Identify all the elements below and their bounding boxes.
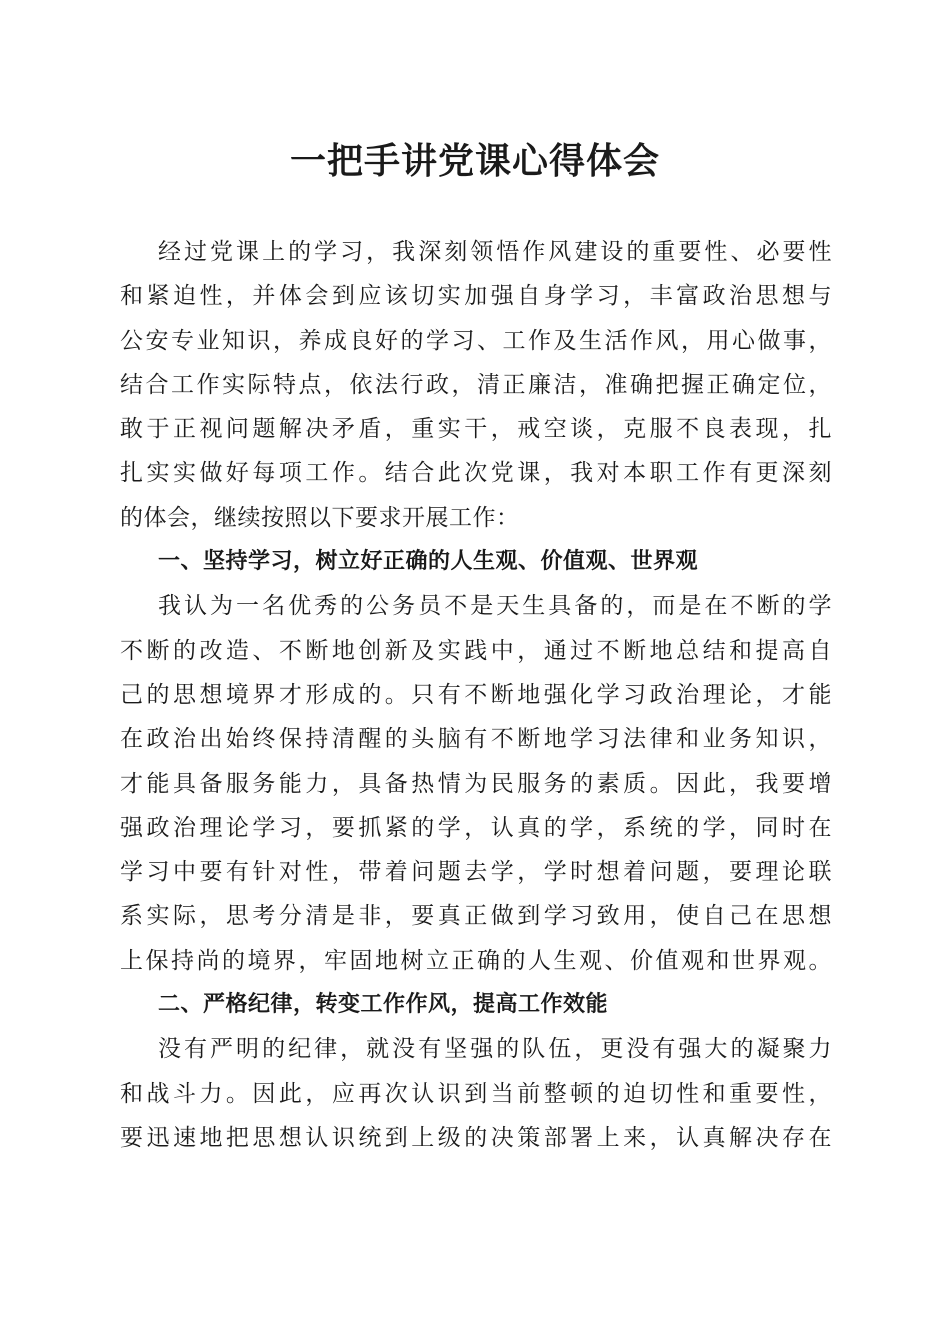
paragraph-line: 才能具备服务能力，具备热情为民服务的素质。因此，我要增 <box>120 770 832 797</box>
paragraph-line: 结合工作实际特点，依法行政，清正廉洁，准确把握正确定位， <box>120 371 832 398</box>
paragraph-line: 强政治理论学习，要抓紧的学，认真的学，系统的学，同时在 <box>120 814 832 841</box>
paragraph-line: 不断的改造、不断地创新及实践中，通过不断地总结和提高自 <box>120 637 832 664</box>
paragraph-line: 和战斗力。因此，应再次认识到当前整顿的迫切性和重要性， <box>120 1080 832 1107</box>
paragraph-line: 扎实实做好每项工作。结合此次党课，我对本职工作有更深刻 <box>120 460 832 487</box>
paragraph-line: 我认为一名优秀的公务员不是天生具备的，而是在不断的学 <box>158 593 832 620</box>
section-heading: 二、严格纪律，转变工作作风，提高工作效能 <box>158 992 609 1018</box>
paragraph-line: 没有严明的纪律，就没有坚强的队伍，更没有强大的凝聚力 <box>158 1036 832 1063</box>
paragraph-line: 敢于正视问题解决矛盾，重实干，戒空谈，克服不良表现，扎 <box>120 416 832 443</box>
paragraph-line: 系实际，思考分清是非，要真正做到学习致用，使自己在思想 <box>120 903 832 930</box>
paragraph-line: 的体会，继续按照以下要求开展工作： <box>120 504 520 531</box>
paragraph-line: 上保持尚的境界，牢固地树立正确的人生观、价值观和世界观。 <box>120 947 832 974</box>
paragraph-line: 在政治出始终保持清醒的头脑有不断地学习法律和业务知识， <box>120 726 832 753</box>
document-body <box>120 230 832 1160</box>
paragraph-line: 要迅速地把思想认识统到上级的决策部署上来，认真解决存在 <box>120 1124 832 1151</box>
section-heading: 一、坚持学习，树立好正确的人生观、价值观、世界观 <box>158 549 699 575</box>
paragraph-line: 公安专业知识，养成良好的学习、工作及生活作风，用心做事， <box>120 327 832 354</box>
paragraph-line: 己的思想境界才形成的。只有不断地强化学习政治理论，才能 <box>120 681 832 708</box>
paragraph-line: 学习中要有针对性，带着问题去学，学时想着问题，要理论联 <box>120 859 832 886</box>
paragraph-line: 经过党课上的学习，我深刻领悟作风建设的重要性、必要性 <box>158 239 832 265</box>
document-title: 一把手讲党课心得体会 <box>289 140 660 182</box>
paragraph-line: 和紧迫性，并体会到应该切实加强自身学习，丰富政治思想与 <box>120 283 832 310</box>
